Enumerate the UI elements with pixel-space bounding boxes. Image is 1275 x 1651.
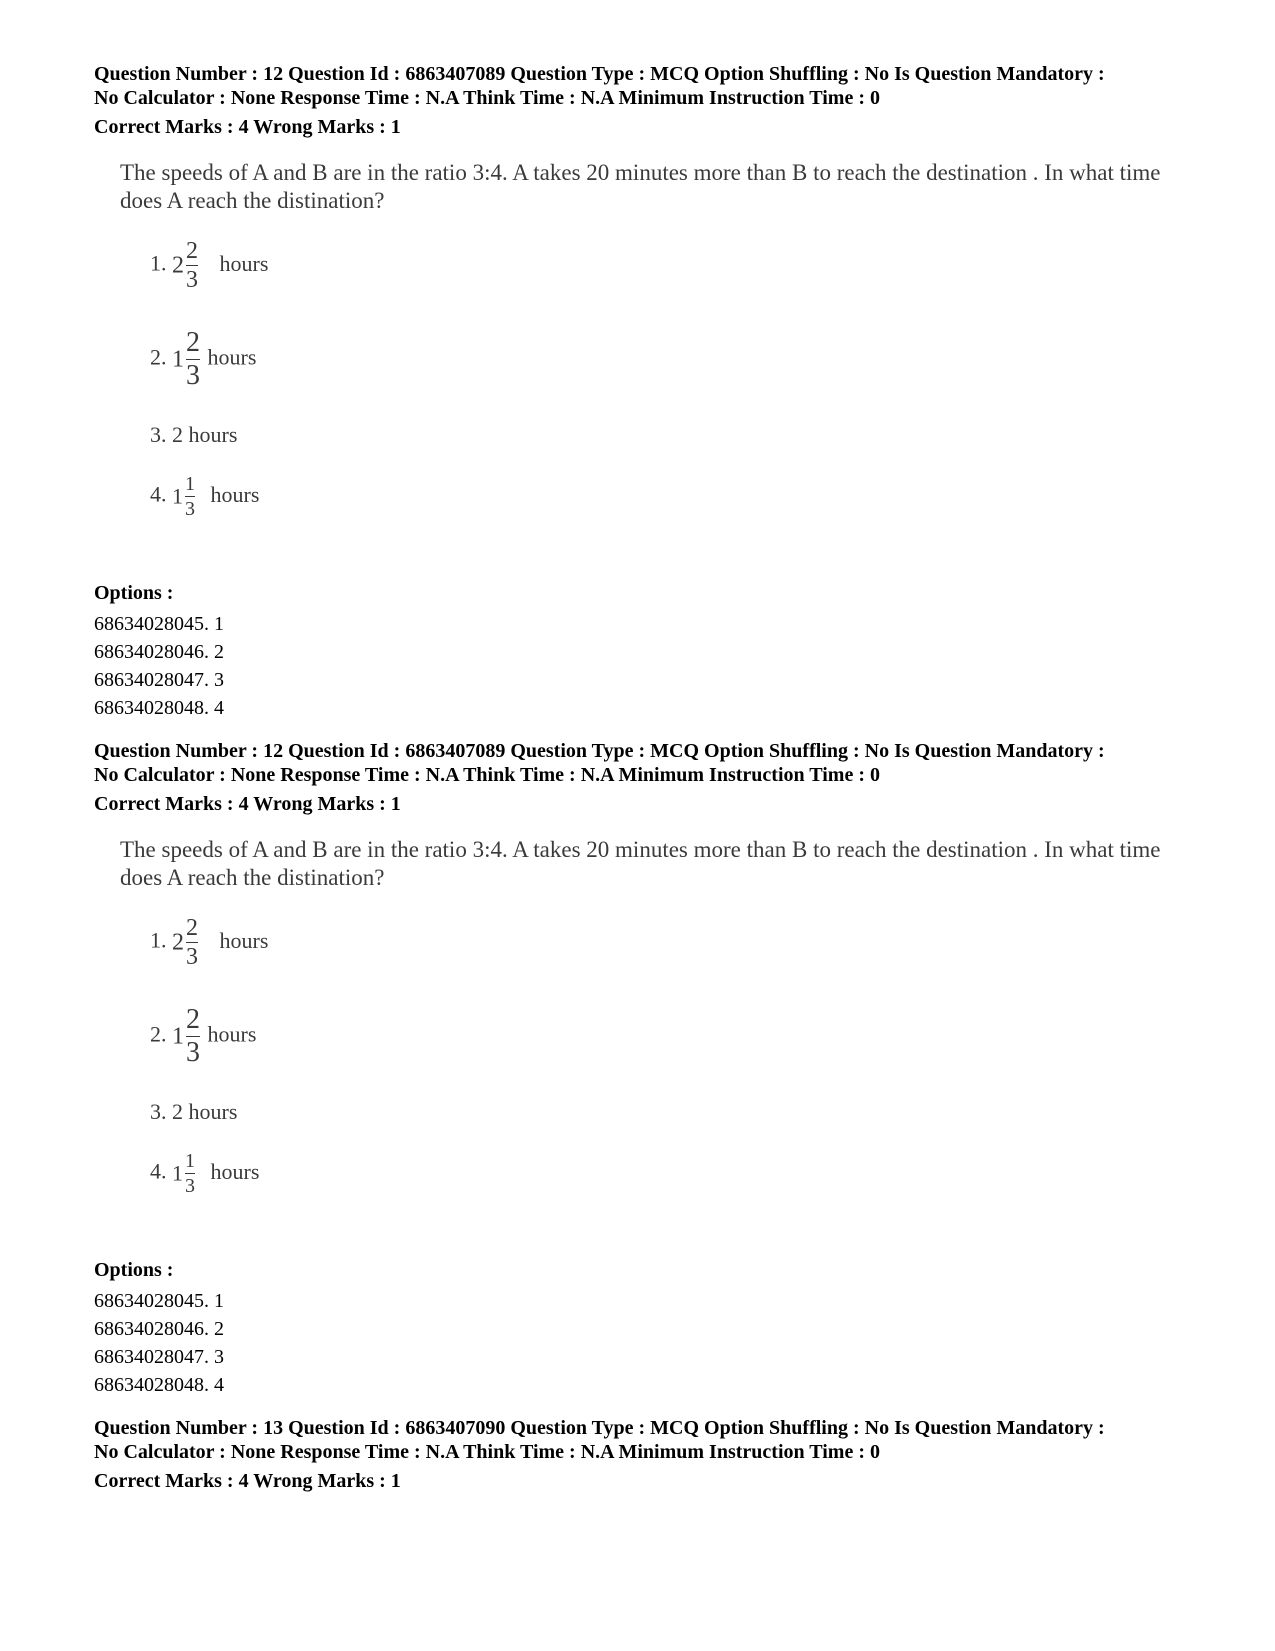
choice-3	[150, 1099, 237, 1125]
choice-whole: 2	[172, 252, 184, 279]
choice-text: 2 hours	[172, 1099, 238, 1124]
meta-marks: Correct Marks : 4 Wrong Marks : 1	[94, 1470, 401, 1492]
option-id: 68634028045. 1	[94, 613, 224, 635]
option-id: 68634028045. 1	[94, 1290, 224, 1312]
fraction	[185, 1151, 195, 1196]
denominator: 3	[186, 944, 198, 970]
choice-1	[150, 239, 268, 292]
options-list	[94, 1287, 224, 1399]
meta-line-1: Question Number : 12 Question Id : 6863407089 Question Type : MCQ Option Shuffling : No Is Question Mandatory :	[94, 63, 1105, 85]
fraction	[186, 239, 198, 292]
choice-number: 1.	[150, 250, 167, 276]
options-heading: Options :	[94, 1259, 174, 1281]
fraction	[185, 474, 195, 519]
meta-line-2: No Calculator : None Response Time : N.A Think Time : N.A Minimum Instruction Time : 0	[94, 1441, 880, 1463]
options-list	[94, 610, 224, 722]
choice-unit: hours	[210, 1158, 260, 1184]
choice-unit: hours	[219, 927, 269, 953]
fraction	[186, 1006, 200, 1067]
choice-whole: 1	[172, 346, 184, 373]
option-id: 68634028047. 3	[94, 669, 224, 691]
denominator: 3	[185, 1175, 195, 1197]
meta-line-1: Question Number : 13 Question Id : 6863407090 Question Type : MCQ Option Shuffling : No Is Question Mandatory :	[94, 1417, 1105, 1439]
choice-unit: hours	[210, 481, 260, 507]
choice-unit: hours	[207, 1021, 257, 1047]
choice-2	[150, 1006, 256, 1067]
numerator: 2	[186, 915, 198, 941]
choice-unit: hours	[219, 250, 269, 276]
options-heading: Options :	[94, 582, 174, 604]
choice-1	[150, 916, 268, 969]
choice-3	[150, 422, 237, 448]
choice-number: 2.	[150, 344, 167, 370]
choice-whole: 2	[172, 929, 184, 956]
choice-number: 4.	[150, 1158, 167, 1184]
meta-marks: Correct Marks : 4 Wrong Marks : 1	[94, 793, 401, 815]
question-block-1	[0, 62, 1275, 742]
choice-whole: 1	[172, 483, 183, 509]
meta-line-2: No Calculator : None Response Time : N.A Think Time : N.A Minimum Instruction Time : 0	[94, 764, 880, 786]
option-id: 68634028048. 4	[94, 697, 224, 719]
numerator: 2	[186, 238, 198, 264]
meta-line-1: Question Number : 12 Question Id : 6863407089 Question Type : MCQ Option Shuffling : No Is Question Mandatory :	[94, 740, 1105, 762]
choice-number: 3.	[150, 422, 167, 447]
numerator: 2	[186, 327, 200, 358]
fraction	[186, 916, 198, 969]
choice-unit: hours	[207, 344, 257, 370]
choice-number: 3.	[150, 1099, 167, 1124]
denominator: 3	[185, 498, 195, 520]
denominator: 3	[186, 1037, 200, 1068]
option-id: 68634028047. 3	[94, 1346, 224, 1368]
choice-text: 2 hours	[172, 422, 238, 447]
choice-number: 4.	[150, 481, 167, 507]
option-id: 68634028046. 2	[94, 1318, 224, 1340]
fraction	[186, 329, 200, 390]
option-id: 68634028048. 4	[94, 1374, 224, 1396]
option-id: 68634028046. 2	[94, 641, 224, 663]
question-text: The speeds of A and B are in the ratio 3:4. A takes 20 minutes more than B to reach the destination . In what time does A reach the distination?	[120, 837, 1161, 890]
choice-whole: 1	[172, 1160, 183, 1186]
choice-4	[150, 1151, 259, 1196]
choice-4	[150, 474, 259, 519]
choice-number: 2.	[150, 1021, 167, 1047]
choice-2	[150, 329, 256, 390]
question-block-2	[0, 739, 1275, 1419]
choice-whole: 1	[172, 1023, 184, 1050]
numerator: 1	[185, 473, 195, 495]
numerator: 2	[186, 1004, 200, 1035]
choice-number: 1.	[150, 927, 167, 953]
denominator: 3	[186, 267, 198, 293]
denominator: 3	[186, 360, 200, 391]
meta-marks: Correct Marks : 4 Wrong Marks : 1	[94, 116, 401, 138]
meta-line-2: No Calculator : None Response Time : N.A Think Time : N.A Minimum Instruction Time : 0	[94, 87, 880, 109]
question-text: The speeds of A and B are in the ratio 3:4. A takes 20 minutes more than B to reach the destination . In what time does A reach the distination?	[120, 160, 1161, 213]
numerator: 1	[185, 1150, 195, 1172]
